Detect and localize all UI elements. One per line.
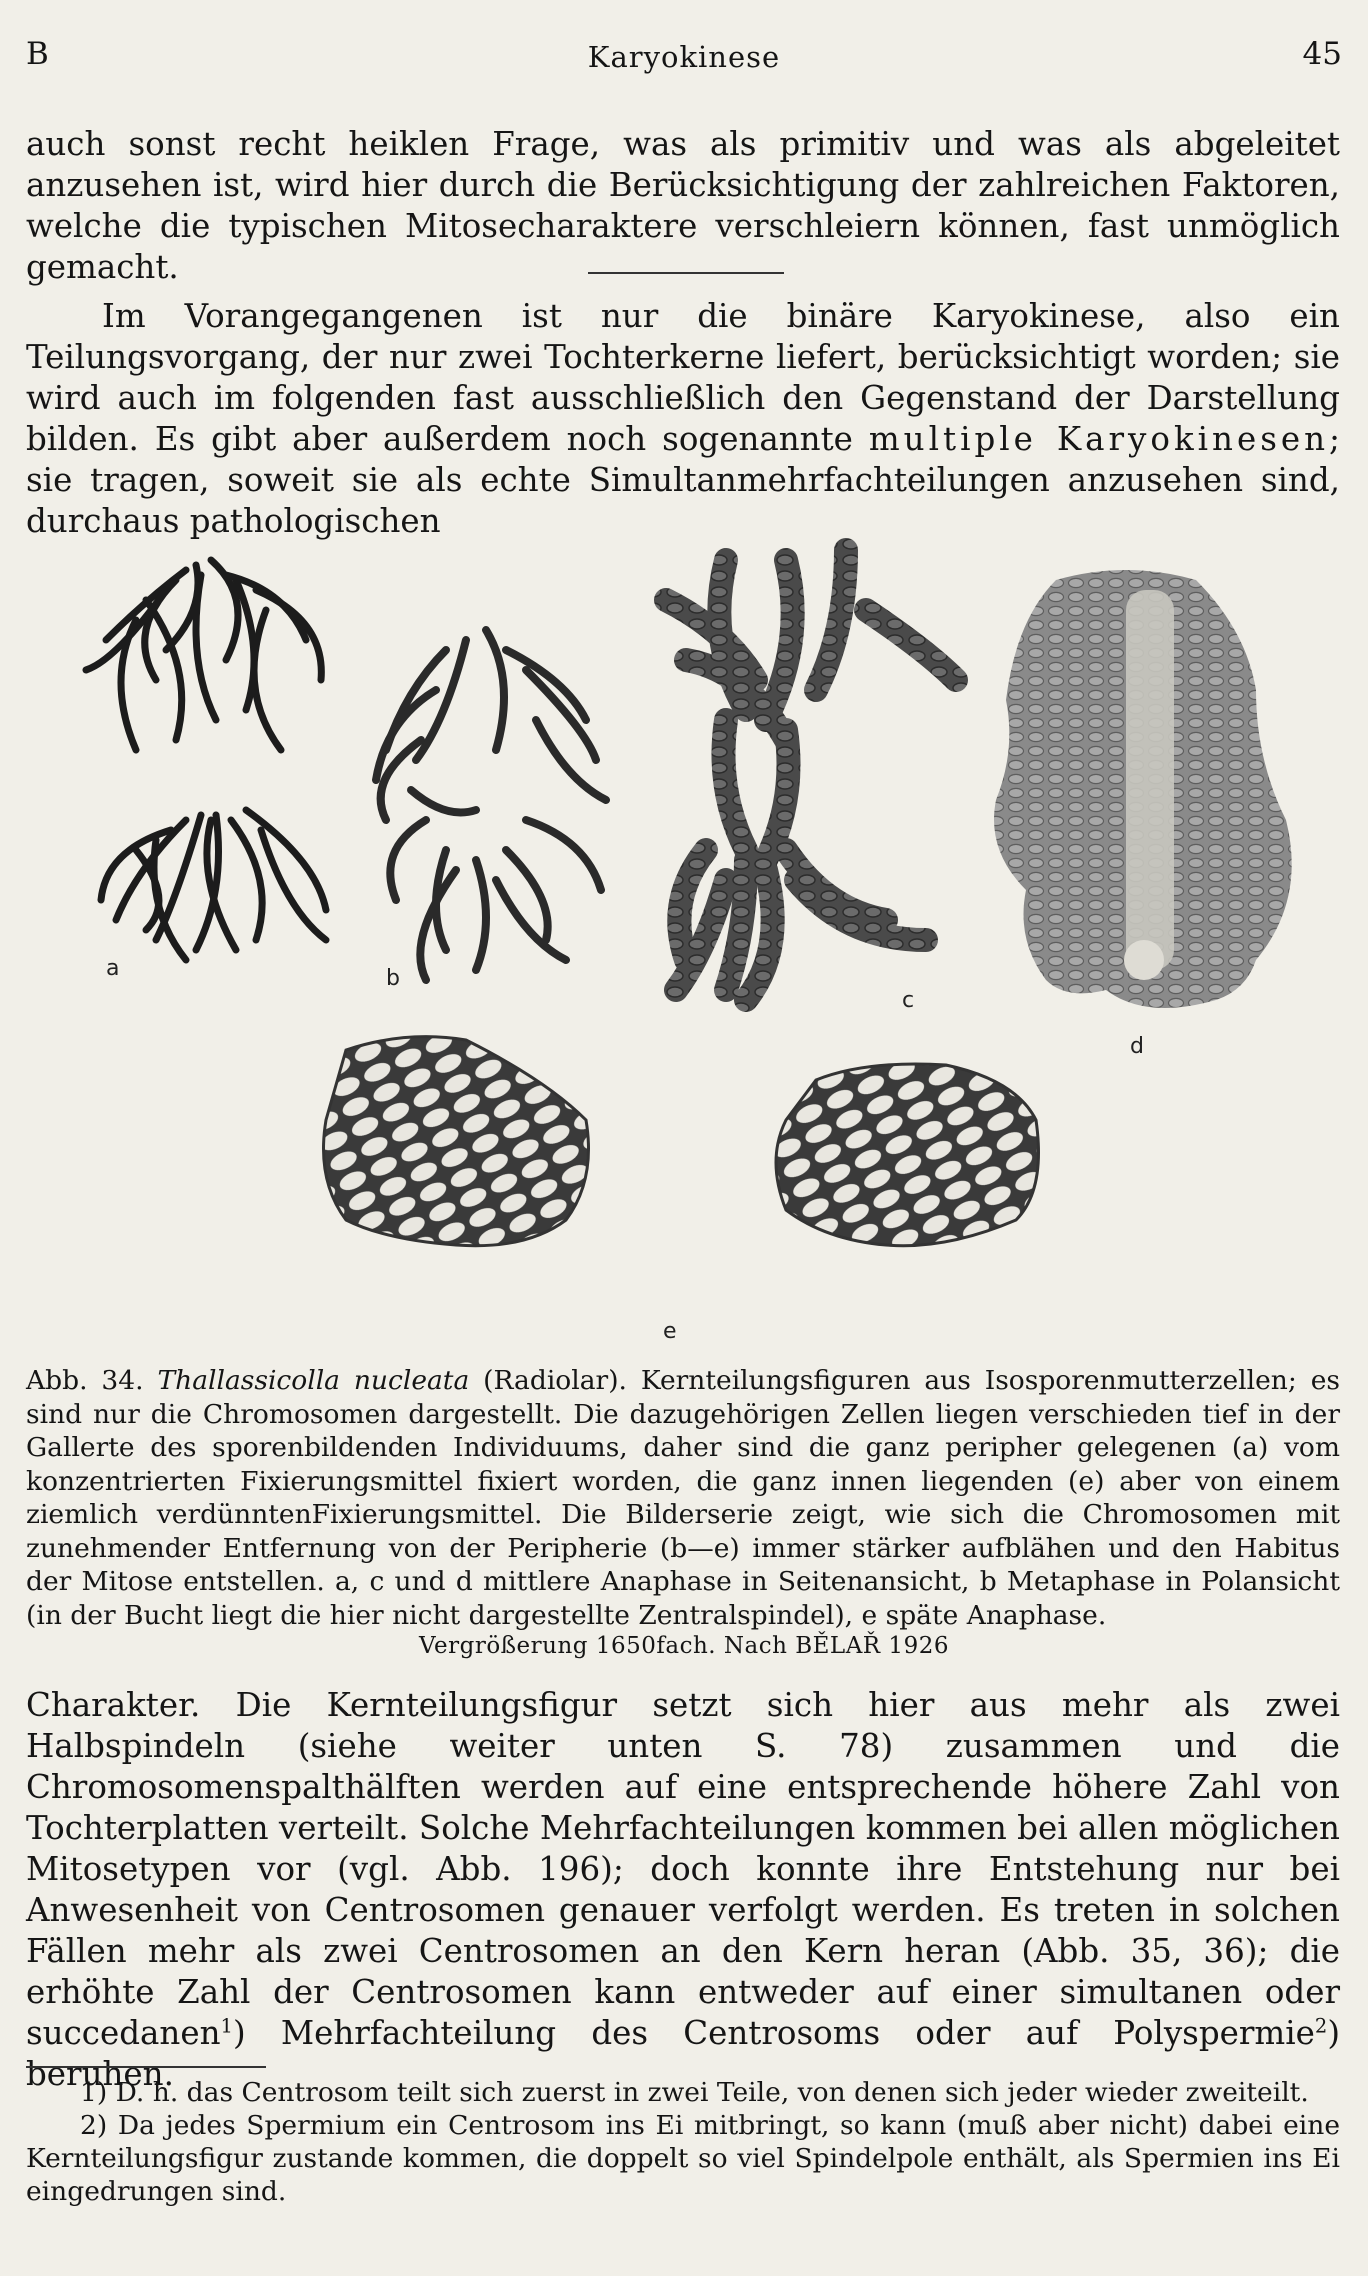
paragraph-2-after: ; sie tragen, soweit sie als echte Simultanmehrfachteilungen anzusehen sind, durchaus pathologischen — [26, 420, 1340, 540]
footnote-rule — [26, 2066, 266, 2068]
figure-a-anaphase — [86, 560, 326, 960]
footnote-2: 2) Da jedes Spermium ein Centrosom ins Ei mitbringt, so kann (muß aber nicht) dabei eine Kernteilungsfigur zustande kommen, die doppelt so viel Spindelpole enthält, als Spermien ins Ei eingedrungen sind. — [26, 2110, 1340, 2207]
footnote-1: 1) D. h. das Centrosom teilt sich zuerst in zwei Teile, von denen sich jeder wieder zweiteilt. — [80, 2077, 1309, 2108]
figure-label-c: c — [902, 988, 915, 1013]
section-divider — [588, 272, 784, 274]
running-header — [26, 36, 1342, 76]
paragraph-3 — [26, 1685, 1340, 2095]
running-title: Karyokinese — [587, 40, 781, 74]
figure-label-e: e — [663, 1319, 677, 1344]
figure-label-d: d — [1130, 1034, 1144, 1059]
paragraph-1: auch sonst recht heiklen Frage, was als primitiv und was als abgeleitet anzusehen ist, wird hier durch die Berücksichtigung der zahlreichen Faktoren, welche die typischen Mitosecharaktere verschleiern können, fast unmöglich gemacht. — [26, 125, 1340, 286]
figure-e-late-anaphase — [324, 1037, 1039, 1246]
figure-c-anaphase — [666, 550, 956, 1000]
page-number: 45 — [1302, 36, 1342, 72]
signature-mark: B — [26, 36, 49, 72]
paragraph-2 — [26, 296, 1340, 542]
figure-b-metaphase — [376, 630, 606, 980]
paragraph-3-part2: ) Mehrfachteilung des Centrosoms oder auf Polyspermie — [232, 2014, 1315, 2052]
figure-d-anaphase — [994, 570, 1292, 1008]
figure-34 — [26, 520, 1340, 1350]
spaced-term: multiple Karyokinesen — [868, 420, 1330, 458]
figure-34-drawings — [26, 520, 1340, 1350]
footnote-ref-2: 2 — [1314, 2014, 1328, 2038]
footnote-ref-1: 1 — [220, 2014, 233, 2038]
paragraph-3-part1: Charakter. Die Kernteilungsfigur setzt sich hier aus mehr als zwei Halbspindeln (siehe weiter unten S. 78) zusammen und die Chromosomenspalthälften werden auf eine entsprechende höhere Zahl von Tochterplatten verteilt. Solche Mehrfachteilungen kommen bei allen möglichen Mitosetypen vor (vgl. Abb. 196); doch konnte ihre Entstehung nur bei Anwesenheit von Centrosomen genauer verfolgt werden. Es treten in solchen Fällen mehr als zwei Centrosomen an den Kern heran (Abb. 35, 36); die erhöhte Zahl der Centrosomen kann entweder auf einer simultanen oder succedanen — [26, 1686, 1340, 2052]
figure-label-a: a — [106, 956, 120, 981]
paragraph-2-before: Im Vorangegangenen ist nur die binäre Karyokinese, also ein Teilungsvorgang, der nur zwei Tochterkerne liefert, berücksichtigt worden; sie wird auch im folgenden fast ausschließlich den Gegenstand der Darstellung bilden. Es gibt aber außerdem noch sogenannte — [26, 297, 1340, 458]
caption-text: (Radiolar). Kernteilungsfiguren aus Isosporenmutterzellen; es sind nur die Chromosomen dargestellt. Die dazugehörigen Zellen liegen verschieden tief in der Gallerte des sporenbildenden Individuums, daher sind die ganz peripher gelegenen (a) vom konzentrierten Fixierungsmittel fixiert worden, die ganz innen liegenden (e) aber von einem ziemlich verdünntenFixierungsmittel. Die Bilderserie zeigt, wie sich die Chromosomen mit zunehmender Entfernung von der Peripherie (b—e) immer stärker aufblähen und den Habitus der Mitose entstellen. a, c und d mittlere Anaphase in Seitenansicht, b Metaphase in Polansicht (in der Bucht liegt die hier nicht dargestellte Zentralspindel), e späte Anaphase. — [26, 1365, 1340, 1631]
figure-label-b: b — [386, 966, 400, 991]
caption-label: Abb. 34. — [26, 1365, 144, 1396]
figure-credit: Vergrößerung 1650fach. Nach BĚLAŘ 1926 — [419, 1633, 949, 1659]
footnotes — [26, 2076, 1340, 2208]
caption-species: Thallassicolla nucleata — [157, 1365, 470, 1396]
figure-caption — [26, 1364, 1340, 1632]
paragraph-3-part3: ) beruhen. — [26, 2014, 1340, 2093]
